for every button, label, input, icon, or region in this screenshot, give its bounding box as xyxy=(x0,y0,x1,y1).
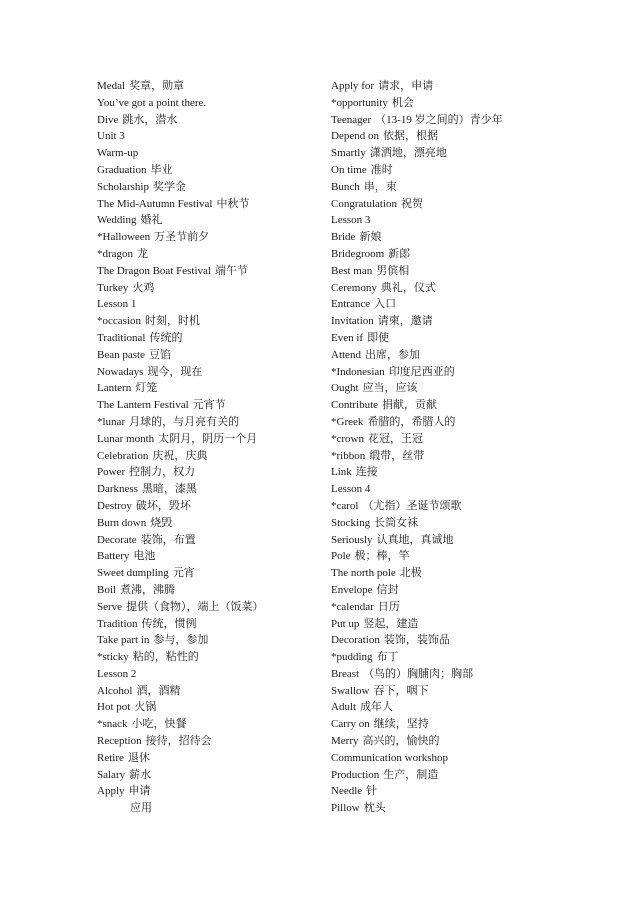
vocab-gloss: 接待，招待会 xyxy=(145,735,212,748)
vocab-term: The north pole xyxy=(331,567,396,580)
vocab-entry xyxy=(331,683,631,700)
vocab-term: Smartly xyxy=(331,147,366,160)
vocab-entry xyxy=(331,632,631,649)
vocab-term: Production xyxy=(331,768,380,781)
vocab-entry xyxy=(97,767,322,784)
vocab-gloss: 控制力，权力 xyxy=(129,466,196,479)
vocab-gloss: 捐献，贡献 xyxy=(382,399,438,412)
vocab-gloss: 潇洒地，漂亮地 xyxy=(369,147,447,160)
vocab-entry xyxy=(331,767,631,784)
vocab-gloss: 破坏，毁坏 xyxy=(135,499,191,512)
vocab-gloss: 传统的 xyxy=(149,331,183,344)
vocab-term: Tradition xyxy=(97,617,138,630)
vocab-entry xyxy=(97,212,322,229)
vocab-gloss: 请柬，邀请 xyxy=(377,315,433,328)
vocab-term: The Dragon Boat Festival xyxy=(97,264,211,277)
vocab-gloss: 元宵节 xyxy=(192,399,226,412)
vocab-term: *Greek xyxy=(331,415,364,428)
vocab-entry xyxy=(97,448,322,465)
vocab-term: Teenager xyxy=(331,113,372,126)
vocab-gloss: 针 xyxy=(366,785,378,798)
vocab-entry xyxy=(331,431,631,448)
vocab-gloss: 继续，坚持 xyxy=(373,718,429,731)
vocab-term: Warm-up xyxy=(97,147,139,160)
vocab-gloss: 男傧相 xyxy=(376,264,410,277)
vocab-entry xyxy=(97,699,322,716)
vocab-entry xyxy=(331,229,631,246)
vocab-entry xyxy=(331,397,631,414)
vocab-entry xyxy=(97,414,322,431)
vocab-term: Lesson 3 xyxy=(331,214,371,227)
vocab-entry xyxy=(331,196,631,213)
vocab-entry xyxy=(97,347,322,364)
vocab-term: *occasion xyxy=(97,315,141,328)
vocab-gloss: 火锅 xyxy=(134,701,157,714)
vocab-term: Traditional xyxy=(97,331,146,344)
vocab-gloss: 烧毁 xyxy=(150,516,173,529)
vocab-term: Reception xyxy=(97,735,142,748)
vocab-entry xyxy=(331,296,631,313)
vocab-term: The Lantern Festival xyxy=(97,399,189,412)
vocab-entry xyxy=(97,397,322,414)
vocab-gloss: 龙 xyxy=(137,247,149,260)
vocab-term: Scholarship xyxy=(97,180,149,193)
vocab-gloss: 装饰，装饰品 xyxy=(383,634,450,647)
vocab-gloss: 长筒女袜 xyxy=(374,516,419,529)
vocab-gloss: 婚礼 xyxy=(140,214,163,227)
vocab-entry xyxy=(331,750,631,767)
vocab-gloss: 准时 xyxy=(370,163,393,176)
vocab-entry xyxy=(331,616,631,633)
vocab-gloss: 煮沸，沸腾 xyxy=(119,583,175,596)
vocab-term: Ought xyxy=(331,382,359,395)
vocab-term: Invitation xyxy=(331,315,374,328)
vocab-term: *snack xyxy=(97,718,128,731)
vocab-gloss: （13-19 岁之间的）青少年 xyxy=(375,113,503,126)
vocab-term: Dive xyxy=(97,113,119,126)
vocab-gloss: 机会 xyxy=(391,96,414,109)
vocab-term: Nowadays xyxy=(97,365,144,378)
vocab-term: Link xyxy=(331,466,352,479)
vocab-gloss: 粘的，粘性的 xyxy=(132,651,199,664)
vocab-term: Communication workshop xyxy=(331,751,449,764)
vocab-entry xyxy=(97,783,322,800)
vocab-entry xyxy=(331,716,631,733)
vocab-term: *sticky xyxy=(97,651,129,664)
vocab-gloss: 北极 xyxy=(399,567,422,580)
vocab-entry xyxy=(331,313,631,330)
vocab-gloss: 现今，现在 xyxy=(147,365,203,378)
vocab-entry xyxy=(331,380,631,397)
vocab-term: Needle xyxy=(331,785,363,798)
vocab-term: Pole xyxy=(331,550,351,563)
vocab-term: Even if xyxy=(331,331,364,344)
vocab-entry xyxy=(331,280,631,297)
vocab-gloss: 电池 xyxy=(133,550,156,563)
vocab-entry xyxy=(97,481,322,498)
vocab-entry xyxy=(97,364,322,381)
vocab-term: Power xyxy=(97,466,126,479)
vocab-gloss: 请求，申请 xyxy=(378,80,434,92)
vocab-term: Medal xyxy=(97,80,126,92)
vocab-term: Darkness xyxy=(97,483,138,496)
vocab-gloss: 高兴的，愉快的 xyxy=(362,735,440,748)
vocab-term: Pillow xyxy=(331,802,360,815)
vocab-gloss: 入口 xyxy=(374,298,397,311)
vocab-term: Envelope xyxy=(331,583,373,596)
vocab-term: Attend xyxy=(331,348,361,361)
vocab-term: Lunar month xyxy=(97,432,155,445)
vocab-entry xyxy=(331,565,631,582)
vocab-gloss: （鸟的）胸脯肉；胸部 xyxy=(363,667,474,680)
vocab-term: Contribute xyxy=(331,399,379,412)
vocab-term: *Indonesian xyxy=(331,365,385,378)
vocab-gloss: 花冠，王冠 xyxy=(368,432,423,445)
vocab-gloss: 月球的，与月亮有关的 xyxy=(129,415,240,428)
vocab-entry xyxy=(97,330,322,347)
vocab-gloss: 豆馅 xyxy=(148,348,171,361)
vocab-term: Adult xyxy=(331,701,357,714)
vocab-term: Bride xyxy=(331,231,356,244)
vocab-gloss: 新娘 xyxy=(359,231,382,244)
vocab-entry xyxy=(331,515,631,532)
vocab-term: Burn down xyxy=(97,516,147,529)
vocab-entry xyxy=(97,179,322,196)
vocab-entry xyxy=(331,95,631,112)
vocab-gloss: 日历 xyxy=(377,600,400,613)
vocab-gloss: 时刻，时机 xyxy=(144,315,200,328)
vocab-term: Salary xyxy=(97,768,126,781)
vocab-term: Alcohol xyxy=(97,684,133,697)
vocab-gloss: 申请 xyxy=(128,785,151,798)
vocab-entry xyxy=(331,532,631,549)
vocab-gloss: 参与，参加 xyxy=(153,634,209,647)
vocab-entry xyxy=(97,162,322,179)
vocab-gloss: 连接 xyxy=(355,466,378,479)
vocab-term: *pudding xyxy=(331,651,373,664)
vocab-entry xyxy=(331,128,631,145)
vocab-gloss: 装饰，布置 xyxy=(140,533,196,546)
vocab-gloss: 生产，制造 xyxy=(383,768,439,781)
vocab-gloss: 毕业 xyxy=(150,163,173,176)
vocab-term: Unit 3 xyxy=(97,130,125,143)
vocab-gloss: 元宵 xyxy=(172,567,195,580)
vocab-gloss: 小吃，快餐 xyxy=(131,718,187,731)
vocab-term: Apply for xyxy=(331,80,375,92)
vocab-entry xyxy=(97,313,322,330)
vocab-entry xyxy=(97,716,322,733)
vocab-entry xyxy=(331,364,631,381)
vocab-term: Entrance xyxy=(331,298,371,311)
vocab-entry xyxy=(331,347,631,364)
vocab-gloss: 印度尼西亚的 xyxy=(388,365,455,378)
vocab-entry xyxy=(331,783,631,800)
vocab-term: Lesson 4 xyxy=(331,483,371,496)
vocab-gloss: 极；棒，竿 xyxy=(354,550,410,563)
vocab-entry xyxy=(97,616,322,633)
vocab-entry xyxy=(331,699,631,716)
vocab-gloss: 奖章，勋章 xyxy=(129,80,185,92)
vocab-gloss: 庆祝，庆典 xyxy=(152,449,208,462)
vocab-gloss: 薪水 xyxy=(129,768,152,781)
vocab-gloss: 跳水，潜水 xyxy=(122,113,178,126)
vocab-entry xyxy=(97,380,322,397)
vocab-entry xyxy=(97,666,322,683)
vocab-term: On time xyxy=(331,163,367,176)
vocab-term: *lunar xyxy=(97,415,126,428)
vocab-gloss: 万圣节前夕 xyxy=(154,231,210,244)
vocab-term: Boil xyxy=(97,583,116,596)
vocab-entry xyxy=(97,548,322,565)
vocab-entry xyxy=(331,448,631,465)
vocab-term: *carol xyxy=(331,499,359,512)
vocab-term: Battery xyxy=(97,550,130,563)
vocab-gloss: 祝贺 xyxy=(401,197,423,210)
vocab-term: You’ve got a point there. xyxy=(97,96,207,109)
vocab-entry xyxy=(331,162,631,179)
vocab-entry xyxy=(331,800,631,817)
vocab-entry xyxy=(97,263,322,280)
vocab-term: Bean paste xyxy=(97,348,145,361)
vocab-gloss: 串，束 xyxy=(363,180,397,193)
vocab-entry xyxy=(331,145,631,162)
vocab-entry xyxy=(97,296,322,313)
vocab-gloss: 布丁 xyxy=(376,651,399,664)
vocab-entry xyxy=(331,498,631,515)
vocab-term: Congratulation xyxy=(331,197,397,210)
vocab-entry xyxy=(331,414,631,431)
vocab-entry xyxy=(331,733,631,750)
vocab-gloss: 应当，应该 xyxy=(362,382,418,395)
vocab-entry xyxy=(97,582,322,599)
vocab-term: Put up xyxy=(331,617,360,630)
vocab-term: Lantern xyxy=(97,382,132,395)
vocab-entry xyxy=(97,750,322,767)
vocab-entry xyxy=(97,280,322,297)
vocab-entry xyxy=(97,800,322,817)
vocab-entry xyxy=(97,515,322,532)
vocab-gloss: 成年人 xyxy=(360,701,394,714)
vocab-term: *crown xyxy=(331,432,364,445)
right-column xyxy=(331,78,631,817)
vocab-gloss: 灯笼 xyxy=(135,382,158,395)
vocab-entry xyxy=(331,464,631,481)
vocab-entry xyxy=(331,666,631,683)
vocab-entry xyxy=(97,632,322,649)
vocab-entry xyxy=(97,95,322,112)
vocab-gloss: 黑暗，漆黑 xyxy=(141,483,197,496)
vocab-term: Graduation xyxy=(97,163,147,176)
vocab-gloss: 信封 xyxy=(376,583,399,596)
vocab-term: Carry on xyxy=(331,718,370,731)
vocab-entry xyxy=(331,263,631,280)
vocab-entry xyxy=(97,683,322,700)
vocab-gloss: 认真地，真诚地 xyxy=(376,533,454,546)
vocab-term: Wedding xyxy=(97,214,137,227)
vocab-gloss: 吞下，咽下 xyxy=(373,684,429,697)
vocab-entry xyxy=(97,196,322,213)
vocab-term: *calendar xyxy=(331,600,374,613)
vocab-gloss: 端午节 xyxy=(214,264,248,277)
vocab-term: Retire xyxy=(97,751,124,764)
vocab-gloss: 竖起，建造 xyxy=(363,617,419,630)
vocab-gloss: 中秋节 xyxy=(216,197,250,210)
vocab-term: Bunch xyxy=(331,180,360,193)
vocab-entry xyxy=(331,599,631,616)
vocab-entry xyxy=(97,532,322,549)
vocab-gloss: 传统，惯例 xyxy=(141,617,197,630)
vocab-entry xyxy=(97,464,322,481)
vocab-entry xyxy=(331,548,631,565)
vocab-gloss: 缎带，丝带 xyxy=(369,449,425,462)
vocab-term: *opportunity xyxy=(331,96,388,109)
vocab-gloss: （尤指）圣诞节颂歌 xyxy=(362,499,462,512)
vocab-entry xyxy=(97,78,322,95)
vocab-entry xyxy=(97,599,322,616)
vocab-entry xyxy=(97,733,322,750)
vocab-term: *dragon xyxy=(97,247,134,260)
vocab-gloss: 出席，参加 xyxy=(364,348,420,361)
vocab-term: Apply xyxy=(97,785,125,798)
vocab-entry xyxy=(331,112,631,129)
vocab-term: Best man xyxy=(331,264,373,277)
vocab-entry xyxy=(97,229,322,246)
vocab-term: Hot pot xyxy=(97,701,131,714)
vocab-gloss: 依据，根据 xyxy=(382,130,438,143)
vocab-term: Seriously xyxy=(331,533,373,546)
vocab-term: Decorate xyxy=(97,533,137,546)
vocab-entry xyxy=(97,565,322,582)
vocab-gloss: 应用 xyxy=(130,802,152,815)
vocab-entry xyxy=(97,246,322,263)
vocab-term: Depend on xyxy=(331,130,379,143)
vocab-entry xyxy=(97,431,322,448)
vocab-term: Swallow xyxy=(331,684,370,697)
vocab-gloss: 枕头 xyxy=(363,802,386,815)
vocab-term: Turkey xyxy=(97,281,129,294)
vocab-gloss: 奖学金 xyxy=(152,180,186,193)
vocab-entry xyxy=(97,145,322,162)
vocab-term: Serve xyxy=(97,600,123,613)
left-column xyxy=(97,78,322,817)
vocab-gloss: 太阴月，阴历一个月 xyxy=(158,432,258,445)
vocab-entry xyxy=(97,112,322,129)
vocab-gloss: 即使 xyxy=(367,331,390,344)
vocab-term: Decoration xyxy=(331,634,380,647)
vocab-entry xyxy=(331,212,631,229)
vocab-term: Lesson 2 xyxy=(97,667,137,680)
vocab-term: Celebration xyxy=(97,449,149,462)
vocab-entry xyxy=(331,330,631,347)
vocab-gloss: 希腊的，希腊人的 xyxy=(367,415,456,428)
vocab-entry xyxy=(97,128,322,145)
vocab-gloss: 新郎 xyxy=(388,247,411,260)
vocab-term: Sweet dumpling xyxy=(97,567,169,580)
vocab-entry xyxy=(331,582,631,599)
vocab-term: *ribbon xyxy=(331,449,366,462)
vocab-gloss: 退休 xyxy=(127,751,150,764)
vocab-term: Merry xyxy=(331,735,359,748)
vocab-term: Ceremony xyxy=(331,281,377,294)
vocab-entry xyxy=(331,481,631,498)
vocab-entry xyxy=(331,649,631,666)
vocab-gloss: 提供（食物），端上（饭菜） xyxy=(126,600,264,613)
vocab-term: The Mid-Autumn Festival xyxy=(97,197,213,210)
vocab-entry xyxy=(331,179,631,196)
vocab-term: Bridegroom xyxy=(331,247,385,260)
vocab-gloss: 典礼，仪式 xyxy=(380,281,436,294)
vocab-term: Stocking xyxy=(331,516,371,529)
vocab-term: Take part in xyxy=(97,634,150,647)
vocab-entry xyxy=(331,246,631,263)
vocab-gloss: 火鸡 xyxy=(132,281,155,294)
vocab-term: Lesson 1 xyxy=(97,298,137,311)
vocab-term: Destroy xyxy=(97,499,132,512)
vocab-entry xyxy=(97,498,322,515)
vocab-entry xyxy=(97,649,322,666)
vocab-term: *Halloween xyxy=(97,231,151,244)
vocab-term: Breast xyxy=(331,667,360,680)
vocab-gloss: 酒，酒精 xyxy=(136,684,181,697)
vocab-entry xyxy=(331,78,631,95)
